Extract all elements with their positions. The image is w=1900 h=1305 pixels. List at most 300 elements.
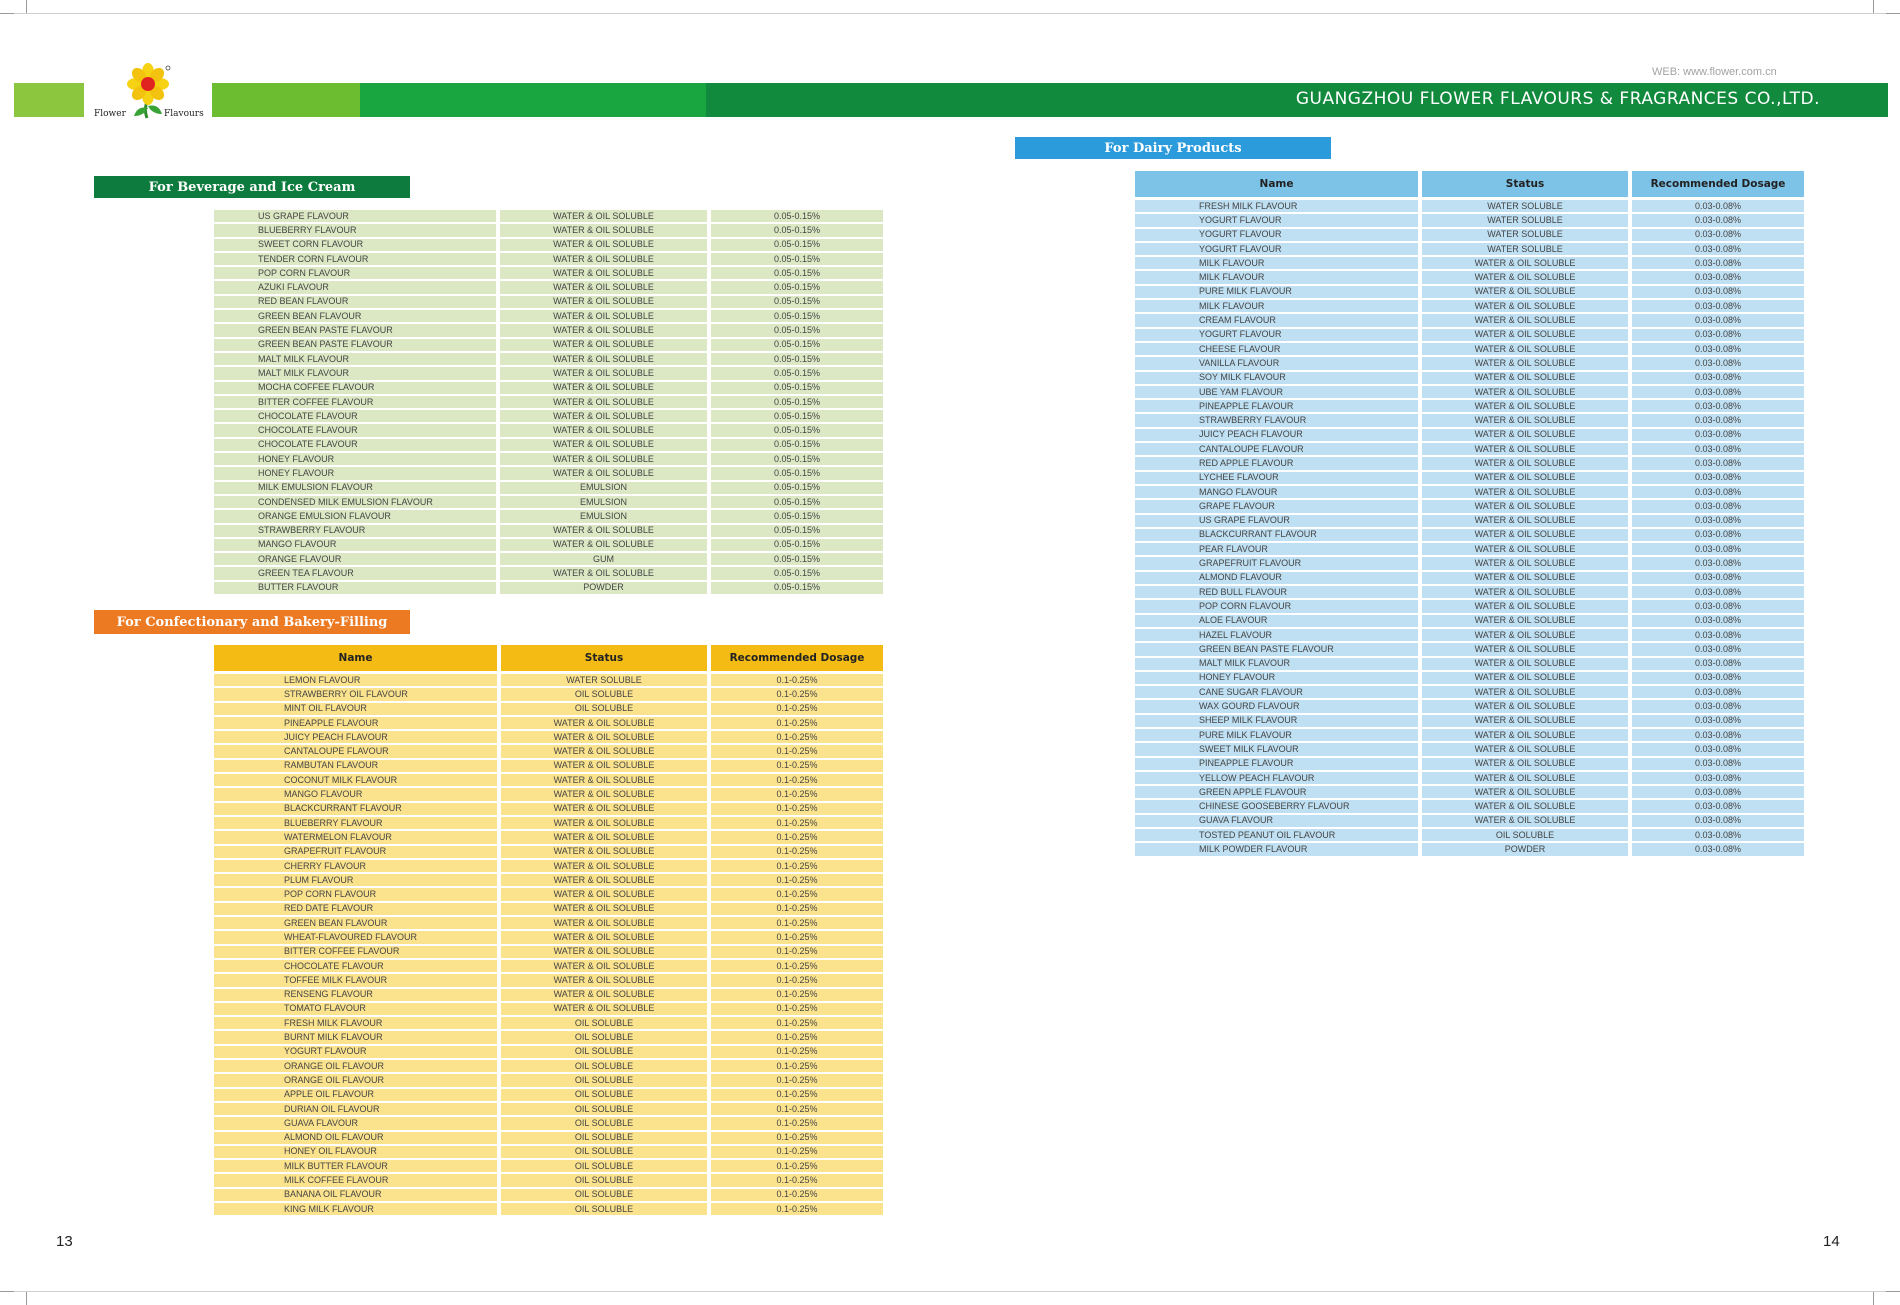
status-cell: WATER & OIL SOLUBLE xyxy=(501,1003,707,1015)
dosage-cell: 0.03-0.08% xyxy=(1632,443,1804,455)
product-name-cell: STRAWBERRY FLAVOUR xyxy=(214,525,496,537)
product-name-cell: JUICY PEACH FLAVOUR xyxy=(214,731,497,743)
product-name-cell: RED DATE FLAVOUR xyxy=(214,903,497,915)
status-cell: WATER & OIL SOLUBLE xyxy=(1422,615,1628,627)
status-cell: OIL SOLUBLE xyxy=(501,1132,707,1144)
crop-mark xyxy=(1873,0,1874,14)
status-cell: OIL SOLUBLE xyxy=(501,703,707,715)
table-row xyxy=(214,224,883,236)
table-row xyxy=(214,253,883,265)
table-row xyxy=(214,674,883,686)
dosage-cell: 0.03-0.08% xyxy=(1632,243,1804,255)
logo-text: Flower xyxy=(94,109,126,119)
table-row xyxy=(214,382,883,394)
table-row xyxy=(1135,643,1804,655)
table-row xyxy=(1135,257,1804,269)
dosage-cell: 0.1-0.25% xyxy=(711,1031,883,1043)
band-segment xyxy=(360,83,706,117)
product-name-cell: LEMON FLAVOUR xyxy=(214,674,497,686)
table-header xyxy=(1135,171,1804,197)
status-cell: OIL SOLUBLE xyxy=(501,1046,707,1058)
confectionary-table xyxy=(214,645,883,1215)
table-row xyxy=(214,539,883,551)
dosage-cell: 0.05-0.15% xyxy=(711,296,883,308)
table-row xyxy=(214,439,883,451)
product-name-cell: TOSTED PEANUT OIL FLAVOUR xyxy=(1135,829,1418,841)
product-name-cell: BURNT MILK FLAVOUR xyxy=(214,1031,497,1043)
table-row xyxy=(214,703,883,715)
dosage-cell: 0.1-0.25% xyxy=(711,946,883,958)
table-row xyxy=(214,774,883,786)
dosage-cell: 0.05-0.15% xyxy=(711,396,883,408)
product-name-cell: CANTALOUPE FLAVOUR xyxy=(1135,443,1418,455)
status-cell: WATER & OIL SOLUBLE xyxy=(501,960,707,972)
dosage-cell: 0.03-0.08% xyxy=(1632,786,1804,798)
product-name-cell: GRAPEFRUIT FLAVOUR xyxy=(1135,557,1418,569)
product-name-cell: CHOCOLATE FLAVOUR xyxy=(214,410,496,422)
table-row xyxy=(1135,786,1804,798)
status-cell: WATER & OIL SOLUBLE xyxy=(1422,729,1628,741)
dosage-cell: 0.03-0.08% xyxy=(1632,772,1804,784)
product-name-cell: YOGURT FLAVOUR xyxy=(214,1046,497,1058)
dosage-cell: 0.03-0.08% xyxy=(1632,300,1804,312)
column-header-status: Status xyxy=(1422,171,1628,197)
dosage-cell: 0.03-0.08% xyxy=(1632,314,1804,326)
dosage-cell: 0.03-0.08% xyxy=(1632,543,1804,555)
dosage-cell: 0.03-0.08% xyxy=(1632,643,1804,655)
dosage-cell: 0.03-0.08% xyxy=(1632,414,1804,426)
dosage-cell: 0.1-0.25% xyxy=(711,1132,883,1144)
beverage-section-title: For Beverage and Ice Cream xyxy=(94,176,410,198)
product-name-cell: BANANA OIL FLAVOUR xyxy=(214,1189,497,1201)
dosage-cell: 0.03-0.08% xyxy=(1632,386,1804,398)
status-cell: WATER & OIL SOLUBLE xyxy=(1422,500,1628,512)
product-name-cell: WHEAT-FLAVOURED FLAVOUR xyxy=(214,931,497,943)
table-row xyxy=(1135,214,1804,226)
page-frame-line xyxy=(14,1291,1886,1292)
status-cell: OIL SOLUBLE xyxy=(501,1089,707,1101)
table-row xyxy=(1135,343,1804,355)
product-name-cell: MANGO FLAVOUR xyxy=(214,788,497,800)
dosage-cell: 0.05-0.15% xyxy=(711,410,883,422)
table-row xyxy=(214,1132,883,1144)
status-cell: WATER & OIL SOLUBLE xyxy=(1422,357,1628,369)
product-name-cell: RAMBUTAN FLAVOUR xyxy=(214,760,497,772)
product-name-cell: APPLE OIL FLAVOUR xyxy=(214,1089,497,1101)
status-cell: WATER & OIL SOLUBLE xyxy=(1422,443,1628,455)
dosage-cell: 0.03-0.08% xyxy=(1632,615,1804,627)
dosage-cell: 0.05-0.15% xyxy=(711,339,883,351)
band-segment xyxy=(212,83,360,117)
product-name-cell: ORANGE FLAVOUR xyxy=(214,553,496,565)
dosage-cell: 0.05-0.15% xyxy=(711,224,883,236)
table-row xyxy=(214,846,883,858)
product-name-cell: WAX GOURD FLAVOUR xyxy=(1135,700,1418,712)
dosage-cell: 0.05-0.15% xyxy=(711,553,883,565)
product-name-cell: STRAWBERRY FLAVOUR xyxy=(1135,414,1418,426)
product-name-cell: CHEESE FLAVOUR xyxy=(1135,343,1418,355)
table-row xyxy=(214,324,883,336)
table-row xyxy=(1135,743,1804,755)
dosage-cell: 0.05-0.15% xyxy=(711,510,883,522)
band-segment xyxy=(14,83,84,117)
dosage-cell: 0.05-0.15% xyxy=(711,324,883,336)
table-row xyxy=(214,1003,883,1015)
table-row xyxy=(214,903,883,915)
status-cell: WATER & OIL SOLUBLE xyxy=(1422,557,1628,569)
dosage-cell: 0.03-0.08% xyxy=(1632,472,1804,484)
product-name-cell: CONDENSED MILK EMULSION FLAVOUR xyxy=(214,496,496,508)
dosage-cell: 0.1-0.25% xyxy=(711,1160,883,1172)
table-row xyxy=(1135,229,1804,241)
dosage-cell: 0.1-0.25% xyxy=(711,745,883,757)
product-name-cell: MALT MILK FLAVOUR xyxy=(1135,658,1418,670)
dosage-cell: 0.05-0.15% xyxy=(711,210,883,222)
product-name-cell: PINEAPPLE FLAVOUR xyxy=(1135,758,1418,770)
product-name-cell: GREEN APPLE FLAVOUR xyxy=(1135,786,1418,798)
table-row xyxy=(214,353,883,365)
dosage-cell: 0.1-0.25% xyxy=(711,774,883,786)
product-name-cell: AZUKI FLAVOUR xyxy=(214,281,496,293)
status-cell: WATER & OIL SOLUBLE xyxy=(1422,271,1628,283)
dosage-cell: 0.1-0.25% xyxy=(711,788,883,800)
product-name-cell: TOMATO FLAVOUR xyxy=(214,1003,497,1015)
status-cell: WATER & OIL SOLUBLE xyxy=(500,281,707,293)
dosage-cell: 0.05-0.15% xyxy=(711,539,883,551)
product-name-cell: SWEET MILK FLAVOUR xyxy=(1135,743,1418,755)
table-row xyxy=(1135,829,1804,841)
product-name-cell: GREEN BEAN PASTE FLAVOUR xyxy=(214,339,496,351)
product-name-cell: TENDER CORN FLAVOUR xyxy=(214,253,496,265)
table-row xyxy=(214,831,883,843)
dosage-cell: 0.05-0.15% xyxy=(711,253,883,265)
status-cell: WATER & OIL SOLUBLE xyxy=(1422,658,1628,670)
product-name-cell: PURE MILK FLAVOUR xyxy=(1135,286,1418,298)
dosage-cell: 0.1-0.25% xyxy=(711,1060,883,1072)
product-name-cell: TOFFEE MILK FLAVOUR xyxy=(214,974,497,986)
status-cell: WATER & OIL SOLUBLE xyxy=(501,903,707,915)
status-cell: WATER & OIL SOLUBLE xyxy=(500,525,707,537)
table-row xyxy=(214,860,883,872)
status-cell: WATER & OIL SOLUBLE xyxy=(501,803,707,815)
table-row xyxy=(214,1117,883,1129)
table-row xyxy=(1135,729,1804,741)
status-cell: WATER & OIL SOLUBLE xyxy=(1422,772,1628,784)
status-cell: WATER & OIL SOLUBLE xyxy=(500,267,707,279)
status-cell: WATER & OIL SOLUBLE xyxy=(501,946,707,958)
dosage-cell: 0.05-0.15% xyxy=(711,525,883,537)
product-name-cell: RED BULL FLAVOUR xyxy=(1135,586,1418,598)
status-cell: WATER & OIL SOLUBLE xyxy=(1422,815,1628,827)
dosage-cell: 0.05-0.15% xyxy=(711,467,883,479)
product-name-cell: MILK BUTTER FLAVOUR xyxy=(214,1160,497,1172)
product-name-cell: GRAPEFRUIT FLAVOUR xyxy=(214,846,497,858)
dosage-cell: 0.1-0.25% xyxy=(711,1174,883,1186)
status-cell: WATER & OIL SOLUBLE xyxy=(501,774,707,786)
product-name-cell: BITTER COFFEE FLAVOUR xyxy=(214,946,497,958)
product-name-cell: MILK FLAVOUR xyxy=(1135,257,1418,269)
dosage-cell: 0.03-0.08% xyxy=(1632,529,1804,541)
status-cell: WATER & OIL SOLUBLE xyxy=(1422,414,1628,426)
product-name-cell: ORANGE OIL FLAVOUR xyxy=(214,1060,497,1072)
table-row xyxy=(214,745,883,757)
product-name-cell: CHOCOLATE FLAVOUR xyxy=(214,424,496,436)
dosage-cell: 0.05-0.15% xyxy=(711,567,883,579)
table-row xyxy=(1135,715,1804,727)
dosage-cell: 0.03-0.08% xyxy=(1632,629,1804,641)
table-row xyxy=(1135,243,1804,255)
dosage-cell: 0.1-0.25% xyxy=(711,1074,883,1086)
table-row xyxy=(214,239,883,251)
status-cell: WATER & OIL SOLUBLE xyxy=(1422,314,1628,326)
logo-text: Flavours xyxy=(164,109,204,119)
table-row xyxy=(214,367,883,379)
status-cell: WATER & OIL SOLUBLE xyxy=(1422,457,1628,469)
status-cell: WATER & OIL SOLUBLE xyxy=(500,296,707,308)
product-name-cell: SOY MILK FLAVOUR xyxy=(1135,372,1418,384)
dosage-cell: 0.05-0.15% xyxy=(711,267,883,279)
dosage-cell: 0.1-0.25% xyxy=(711,1017,883,1029)
status-cell: GUM xyxy=(500,553,707,565)
dosage-cell: 0.1-0.25% xyxy=(711,1046,883,1058)
product-name-cell: US GRAPE FLAVOUR xyxy=(214,210,496,222)
table-row xyxy=(214,1146,883,1158)
table-row xyxy=(1135,357,1804,369)
table-row xyxy=(1135,414,1804,426)
product-name-cell: GUAVA FLAVOUR xyxy=(214,1117,497,1129)
status-cell: EMULSION xyxy=(500,496,707,508)
dosage-cell: 0.03-0.08% xyxy=(1632,700,1804,712)
status-cell: OIL SOLUBLE xyxy=(501,1017,707,1029)
dosage-cell: 0.1-0.25% xyxy=(711,1189,883,1201)
dosage-cell: 0.03-0.08% xyxy=(1632,343,1804,355)
status-cell: WATER & OIL SOLUBLE xyxy=(501,888,707,900)
product-name-cell: SHEEP MILK FLAVOUR xyxy=(1135,715,1418,727)
status-cell: OIL SOLUBLE xyxy=(501,1060,707,1072)
dosage-cell: 0.03-0.08% xyxy=(1632,557,1804,569)
table-row xyxy=(214,339,883,351)
dosage-cell: 0.03-0.08% xyxy=(1632,743,1804,755)
product-name-cell: CANE SUGAR FLAVOUR xyxy=(1135,686,1418,698)
status-cell: WATER & OIL SOLUBLE xyxy=(500,567,707,579)
page-number-right: 14 xyxy=(1823,1233,1840,1250)
company-name: GUANGZHOU FLOWER FLAVOURS & FRAGRANCES CO.,LTD. xyxy=(1295,89,1820,109)
column-header-name: Name xyxy=(214,645,497,671)
dosage-cell: 0.03-0.08% xyxy=(1632,200,1804,212)
dosage-cell: 0.1-0.25% xyxy=(711,917,883,929)
table-row xyxy=(1135,815,1804,827)
status-cell: WATER & OIL SOLUBLE xyxy=(1422,686,1628,698)
product-name-cell: ORANGE EMULSION FLAVOUR xyxy=(214,510,496,522)
dosage-cell: 0.03-0.08% xyxy=(1632,329,1804,341)
status-cell: WATER & OIL SOLUBLE xyxy=(500,310,707,322)
table-row xyxy=(214,310,883,322)
product-name-cell: YOGURT FLAVOUR xyxy=(1135,329,1418,341)
status-cell: WATER & OIL SOLUBLE xyxy=(500,210,707,222)
table-row xyxy=(1135,457,1804,469)
dosage-cell: 0.03-0.08% xyxy=(1632,686,1804,698)
dosage-cell: 0.03-0.08% xyxy=(1632,672,1804,684)
dosage-cell: 0.03-0.08% xyxy=(1632,457,1804,469)
dosage-cell: 0.1-0.25% xyxy=(711,931,883,943)
product-name-cell: PINEAPPLE FLAVOUR xyxy=(1135,400,1418,412)
status-cell: WATER & OIL SOLUBLE xyxy=(1422,600,1628,612)
product-name-cell: STRAWBERRY OIL FLAVOUR xyxy=(214,688,497,700)
table-row xyxy=(1135,686,1804,698)
table-row xyxy=(214,1046,883,1058)
table-row xyxy=(1135,500,1804,512)
website-url: WEB: www.flower.com.cn xyxy=(1652,66,1777,78)
dosage-cell: 0.05-0.15% xyxy=(711,382,883,394)
crop-mark xyxy=(0,13,14,14)
product-name-cell: PURE MILK FLAVOUR xyxy=(1135,729,1418,741)
table-row xyxy=(214,931,883,943)
status-cell: WATER & OIL SOLUBLE xyxy=(1422,515,1628,527)
table-row xyxy=(1135,615,1804,627)
product-name-cell: BLACKCURRANT FLAVOUR xyxy=(214,803,497,815)
page-number-left: 13 xyxy=(56,1233,73,1250)
dosage-cell: 0.1-0.25% xyxy=(711,846,883,858)
product-name-cell: YOGURT FLAVOUR xyxy=(1135,214,1418,226)
product-name-cell: JUICY PEACH FLAVOUR xyxy=(1135,429,1418,441)
product-name-cell: CHINESE GOOSEBERRY FLAVOUR xyxy=(1135,800,1418,812)
status-cell: WATER & OIL SOLUBLE xyxy=(1422,529,1628,541)
status-cell: WATER & OIL SOLUBLE xyxy=(500,382,707,394)
product-name-cell: MILK FLAVOUR xyxy=(1135,300,1418,312)
status-cell: OIL SOLUBLE xyxy=(501,1117,707,1129)
product-name-cell: COCONUT MILK FLAVOUR xyxy=(214,774,497,786)
dosage-cell: 0.03-0.08% xyxy=(1632,257,1804,269)
column-header-dosage: Recommended Dosage xyxy=(711,645,883,671)
table-row xyxy=(214,1074,883,1086)
status-cell: WATER & OIL SOLUBLE xyxy=(501,974,707,986)
table-row xyxy=(214,874,883,886)
table-row xyxy=(214,1203,883,1215)
table-row xyxy=(214,553,883,565)
table-row xyxy=(1135,372,1804,384)
dosage-cell: 0.1-0.25% xyxy=(711,1089,883,1101)
product-name-cell: GRAPE FLAVOUR xyxy=(1135,500,1418,512)
crop-mark xyxy=(26,0,27,14)
table-row xyxy=(1135,486,1804,498)
status-cell: OIL SOLUBLE xyxy=(501,1103,707,1115)
table-row xyxy=(214,888,883,900)
dosage-cell: 0.03-0.08% xyxy=(1632,214,1804,226)
product-name-cell: HONEY FLAVOUR xyxy=(214,453,496,465)
status-cell: OIL SOLUBLE xyxy=(501,1174,707,1186)
status-cell: WATER & OIL SOLUBLE xyxy=(1422,643,1628,655)
dosage-cell: 0.05-0.15% xyxy=(711,281,883,293)
product-name-cell: KING MILK FLAVOUR xyxy=(214,1203,497,1215)
status-cell: WATER SOLUBLE xyxy=(1422,229,1628,241)
product-name-cell: CANTALOUPE FLAVOUR xyxy=(214,745,497,757)
dosage-cell: 0.1-0.25% xyxy=(711,1117,883,1129)
product-name-cell: GREEN BEAN PASTE FLAVOUR xyxy=(214,324,496,336)
product-name-cell: RED BEAN FLAVOUR xyxy=(214,296,496,308)
product-name-cell: UBE YAM FLAVOUR xyxy=(1135,386,1418,398)
status-cell: WATER & OIL SOLUBLE xyxy=(500,324,707,336)
status-cell: WATER & OIL SOLUBLE xyxy=(1422,386,1628,398)
status-cell: WATER & OIL SOLUBLE xyxy=(1422,543,1628,555)
table-row xyxy=(1135,429,1804,441)
status-cell: WATER & OIL SOLUBLE xyxy=(500,539,707,551)
status-cell: WATER SOLUBLE xyxy=(1422,214,1628,226)
table-row xyxy=(214,1060,883,1072)
product-name-cell: GREEN BEAN PASTE FLAVOUR xyxy=(1135,643,1418,655)
dosage-cell: 0.03-0.08% xyxy=(1632,400,1804,412)
product-name-cell: PEAR FLAVOUR xyxy=(1135,543,1418,555)
product-name-cell: MALT MILK FLAVOUR xyxy=(214,367,496,379)
product-name-cell: CHOCOLATE FLAVOUR xyxy=(214,439,496,451)
product-name-cell: GUAVA FLAVOUR xyxy=(1135,815,1418,827)
status-cell: OIL SOLUBLE xyxy=(501,1031,707,1043)
dosage-cell: 0.05-0.15% xyxy=(711,367,883,379)
dosage-cell: 0.1-0.25% xyxy=(711,1203,883,1215)
table-row xyxy=(214,717,883,729)
dosage-cell: 0.03-0.08% xyxy=(1632,515,1804,527)
status-cell: WATER & OIL SOLUBLE xyxy=(1422,472,1628,484)
product-name-cell: SWEET CORN FLAVOUR xyxy=(214,239,496,251)
dosage-cell: 0.03-0.08% xyxy=(1632,815,1804,827)
status-cell: WATER SOLUBLE xyxy=(1422,243,1628,255)
status-cell: WATER & OIL SOLUBLE xyxy=(500,367,707,379)
beverage-table xyxy=(214,210,883,594)
table-row xyxy=(1135,314,1804,326)
status-cell: WATER & OIL SOLUBLE xyxy=(501,831,707,843)
status-cell: POWDER xyxy=(500,582,707,594)
status-cell: WATER & OIL SOLUBLE xyxy=(1422,572,1628,584)
table-row xyxy=(1135,700,1804,712)
status-cell: WATER & OIL SOLUBLE xyxy=(1422,586,1628,598)
status-cell: WATER & OIL SOLUBLE xyxy=(1422,372,1628,384)
product-name-cell: MOCHA COFFEE FLAVOUR xyxy=(214,382,496,394)
table-row xyxy=(214,946,883,958)
dosage-cell: 0.03-0.08% xyxy=(1632,229,1804,241)
table-row xyxy=(214,296,883,308)
table-row xyxy=(1135,329,1804,341)
status-cell: OIL SOLUBLE xyxy=(501,1160,707,1172)
product-name-cell: HONEY OIL FLAVOUR xyxy=(214,1146,497,1158)
status-cell: WATER & OIL SOLUBLE xyxy=(500,253,707,265)
table-row xyxy=(214,788,883,800)
table-row xyxy=(214,410,883,422)
dosage-cell: 0.1-0.25% xyxy=(711,874,883,886)
table-row xyxy=(214,803,883,815)
status-cell: OIL SOLUBLE xyxy=(501,1203,707,1215)
product-name-cell: MANGO FLAVOUR xyxy=(214,539,496,551)
table-row xyxy=(214,974,883,986)
product-name-cell: CHERRY FLAVOUR xyxy=(214,860,497,872)
product-name-cell: RENSENG FLAVOUR xyxy=(214,989,497,1001)
status-cell: WATER & OIL SOLUBLE xyxy=(501,760,707,772)
status-cell: WATER & OIL SOLUBLE xyxy=(500,439,707,451)
dosage-cell: 0.03-0.08% xyxy=(1632,271,1804,283)
dosage-cell: 0.03-0.08% xyxy=(1632,572,1804,584)
table-row xyxy=(1135,300,1804,312)
dairy-table xyxy=(1135,171,1804,856)
dosage-cell: 0.1-0.25% xyxy=(711,803,883,815)
dosage-cell: 0.1-0.25% xyxy=(711,731,883,743)
crop-mark xyxy=(26,1291,27,1305)
status-cell: WATER SOLUBLE xyxy=(1422,200,1628,212)
crop-mark xyxy=(0,1291,14,1292)
product-name-cell: MALT MILK FLAVOUR xyxy=(214,353,496,365)
table-row xyxy=(1135,658,1804,670)
product-name-cell: ALOE FLAVOUR xyxy=(1135,615,1418,627)
table-row xyxy=(214,567,883,579)
status-cell: WATER SOLUBLE xyxy=(501,674,707,686)
product-name-cell: BLUEBERRY FLAVOUR xyxy=(214,817,497,829)
